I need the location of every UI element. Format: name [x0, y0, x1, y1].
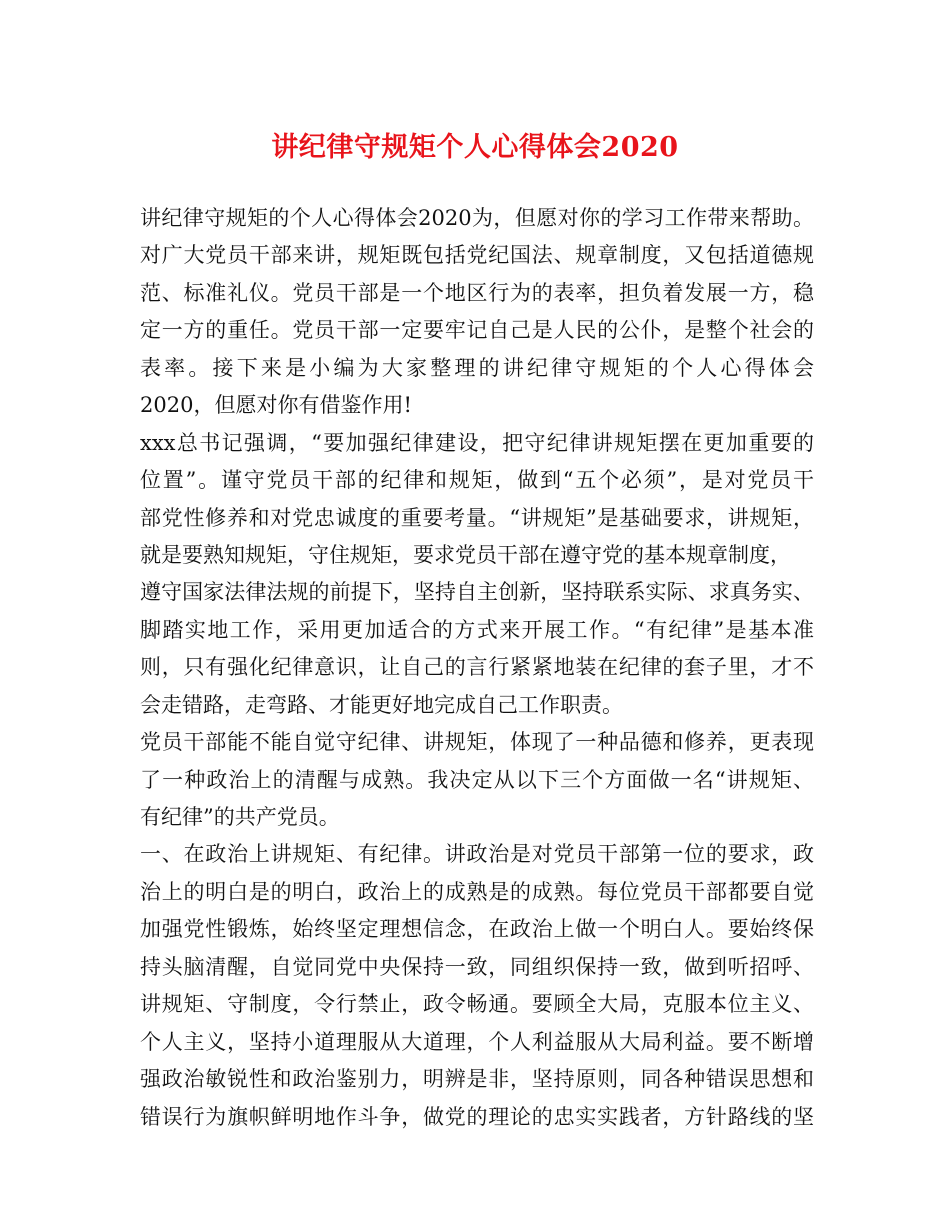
body-line: 讲纪律守规矩的个人心得体会2020为，但愿对你的学习工作带来帮助。 — [140, 206, 814, 230]
body-line: 范、标准礼仪。党员干部是一个地区行为的表率，担负着发展一方，稳 — [140, 280, 814, 305]
body-line: 就是要熟知规矩，守住规矩，要求党员干部在遵守党的基本规章制度， — [140, 542, 791, 567]
body-line: 对广大党员干部来讲，规矩既包括党纪国法、规章制度，又包括道德规 — [140, 243, 814, 268]
body-line: 持头脑清醒，自觉同党中央保持一致，同组织保持一致，做到听招呼、 — [140, 954, 814, 979]
body-line: 个人主义，坚持小道理服从大道理，个人利益服从大局利益。要不断增 — [140, 1029, 814, 1054]
document-body — [140, 200, 814, 1136]
body-line: 定一方的重任。党员干部一定要牢记自己是人民的公仆，是整个社会的 — [140, 318, 814, 343]
body-line: 则，只有强化纪律意识，让自己的言行紧紧地装在纪律的套子里，才不 — [140, 655, 814, 680]
body-line: 部党性修养和对党忠诚度的重要考量。“讲规矩”是基础要求，讲规矩， — [140, 505, 814, 530]
body-line: 会走错路，走弯路、才能更好地完成自己工作职责。 — [140, 692, 623, 717]
body-line: 错误行为旗帜鲜明地作斗争，做党的理论的忠实实践者，方针路线的坚 — [140, 1104, 814, 1129]
body-line: 治上的明白是的明白，政治上的成熟是的成熟。每位党员干部都要自觉 — [140, 879, 814, 904]
body-line: 脚踏实地工作，采用更加适合的方式来开展工作。“有纪律”是基本准 — [140, 617, 814, 642]
body-line: 表率。接下来是小编为大家整理的讲纪律守规矩的个人心得体会 — [140, 355, 814, 380]
body-line: 位置”。谨守党员干部的纪律和规矩，做到“五个必须”，是对党员干 — [140, 468, 814, 493]
body-line: 党员干部能不能自觉守纪律、讲规矩，体现了一种品德和修养，更表现 — [140, 730, 814, 755]
body-line: 一、在政治上讲规矩、有纪律。讲政治是对党员干部第一位的要求，政 — [140, 842, 814, 867]
body-line: 强政治敏锐性和政治鉴别力，明辨是非，坚持原则，同各种错误思想和 — [140, 1067, 814, 1092]
body-line: 加强党性锻炼，始终坚定理想信念，在政治上做一个明白人。要始终保 — [140, 917, 814, 942]
body-line: 2020，但愿对你有借鉴作用! — [140, 393, 412, 418]
body-line: 了一种政治上的清醒与成熟。我决定从以下三个方面做一名“讲规矩、 — [140, 767, 814, 792]
body-line: xxx总书记强调，“要加强纪律建设，把守纪律讲规矩摆在更加重要的 — [140, 430, 814, 455]
document-title: 讲纪律守规矩个人心得体会2020 — [271, 132, 679, 163]
body-line: 有纪律”的共产党员。 — [140, 805, 340, 829]
body-line: 遵守国家法律法规的前提下，坚持自主创新，坚持联系实际、求真务实、 — [140, 580, 814, 605]
body-line: 讲规矩、守制度，令行禁止，政令畅通。要顾全大局，克服本位主义、 — [140, 992, 814, 1017]
